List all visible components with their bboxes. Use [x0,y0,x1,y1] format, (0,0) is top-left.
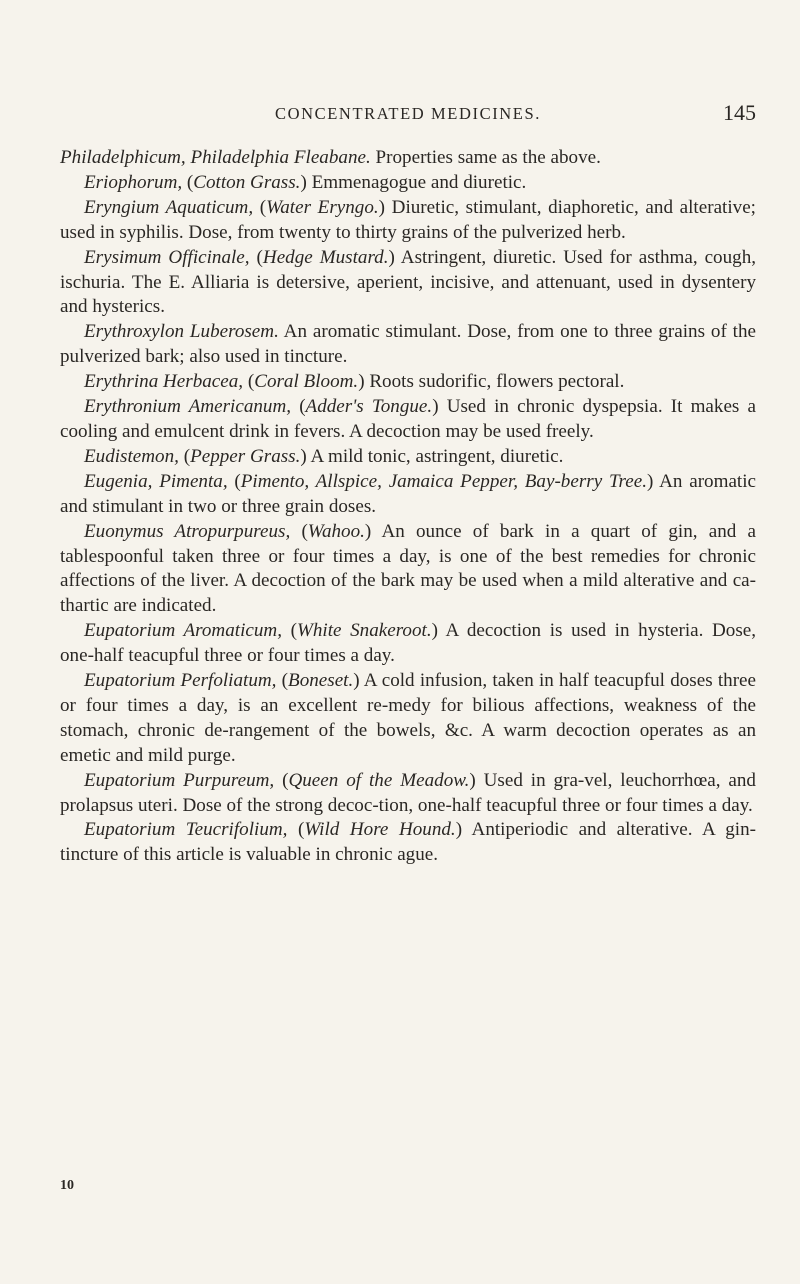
entry-paragraph [60,395,756,445]
entry-paragraph [60,196,756,246]
italic-text: Philadelphicum, [60,147,191,168]
italic-text: Euonymus Atropurpureus, [84,520,302,542]
italic-text: Eriophorum, [84,171,187,193]
italic-text: Philadelphia Fleabane. [190,147,371,168]
italic-text: Eupatorium Aromaticum, [84,620,291,642]
entry-paragraph [60,669,756,769]
roman-text: ) Used in gra-vel, leuchorrhœa, and prolapsus uteri. Dose of the strong decoc-tion, one-half teacupful three or four times a day. [60,769,756,816]
roman-text: ( [234,470,241,492]
italic-text: Pimento, Allspice, Jamaica Pepper, Bay-berry Tree. [240,470,647,492]
italic-text: Queen of the Meadow. [288,769,470,791]
roman-text: ( [259,196,267,218]
roman-text: ) A cold infusion, taken in half teacupful doses three or four times a day, is an excellent re-medy for bilious affections, weakness of the stomach, chronic de-rangement of the bowels, &c. A warm decoction operates as an emetic and mild purge. [60,670,757,766]
roman-text: ( [247,371,255,393]
entry-paragraph [60,619,756,669]
roman-text: An aromatic stimulant. Dose, from one to three grains of the pulverized bark; also used in tincture. [60,321,757,368]
entry-paragraph [60,520,756,620]
roman-text: ( [281,670,289,692]
roman-text: ( [282,769,289,791]
roman-text: ) Antiperiodic and alterative. A gin-tincture of this article is valuable in chronic ague. [60,819,756,866]
roman-text: ( [183,445,191,467]
italic-text: Pepper Grass. [190,445,301,467]
entry-paragraph [60,146,756,171]
roman-text: ) A decoction is used in hysteria. Dose, one-half teacupful three or four times a day. [60,620,757,667]
body-text [60,146,756,868]
italic-text: Eugenia, Pimenta, [84,470,235,492]
entry-paragraph [60,171,756,196]
italic-text: Erythronium Americanum, [84,396,300,418]
entry-paragraph [60,445,756,470]
running-title: CONCENTRATED MEDICINES. [275,104,541,123]
roman-text: ) Astringent, diuretic. Used for asthma, cough, ischuria. The E. Alliaria is detersive, aperient, incisive, and attenuant, used in dysentery and hysterics. [60,246,757,318]
italic-text: Coral Bloom. [254,371,359,393]
page-number: 145 [723,100,756,125]
italic-text: Erythroxylon Luberosem. [84,321,279,343]
roman-text: ( [290,620,297,642]
roman-text: ) Used in chronic dyspepsia. It makes a cooling and emulcent drink in fevers. A decoction may be used freely. [60,396,756,442]
roman-text: ) Diuretic, stimulant, diaphoretic, and alterative; used in syphilis. Dose, from twenty to thirty grains of the pulverized herb. [60,196,756,243]
italic-text: Water Eryngo. [266,196,379,218]
roman-text: ) An ounce of bark in a quart of gin, and a tablespoonful taken three or four times a day, is one of the best remedies for chronic affections of the liver. A decoction of the bark may be used when a mild alterative and ca-thartic are indicated. [60,520,756,617]
italic-text: Eupatorium Perfoliatum, [84,670,282,692]
entry-paragraph [60,320,756,370]
running-head [60,100,756,134]
roman-text: ( [297,819,305,841]
italic-text: Adder's Tongue. [305,396,433,418]
italic-text: Wild Hore Hound. [304,819,456,841]
entry-paragraph [60,370,756,395]
roman-text: ) An aromatic and stimulant in two or three grain doses. [60,470,757,517]
italic-text: Eupatorium Teucrifolium, [84,819,298,841]
entry-paragraph [60,769,756,819]
roman-text: ( [186,171,194,193]
entry-paragraph [60,246,756,321]
roman-text: ) Emmenagogue and diuretic. [300,171,527,193]
roman-text: ( [256,246,263,268]
italic-text: Boneset. [288,670,354,692]
roman-text: Properties same as the above. [370,147,601,168]
italic-text: Eryngium Aquaticum, [84,196,260,218]
italic-text: Hedge Mustard. [262,246,389,268]
roman-text: ) Roots sudorific, flowers pectoral. [358,371,625,393]
italic-text: Erysimum Officinale, [84,246,257,268]
italic-text: Erythrina Herbacea, [84,371,248,393]
roman-text: ( [301,520,308,542]
italic-text: Wahoo. [307,520,365,542]
roman-text: ( [299,396,306,418]
signature-mark: 10 [60,1178,74,1193]
italic-text: Cotton Grass. [193,171,301,193]
italic-text: Eupatorium Purpureum, [84,769,283,791]
entry-paragraph [60,818,756,868]
italic-text: Eudistemon, [84,445,184,467]
entry-paragraph [60,470,756,520]
italic-text: White Snakeroot. [296,620,432,642]
roman-text: ) A mild tonic, astringent, diuretic. [300,445,564,467]
